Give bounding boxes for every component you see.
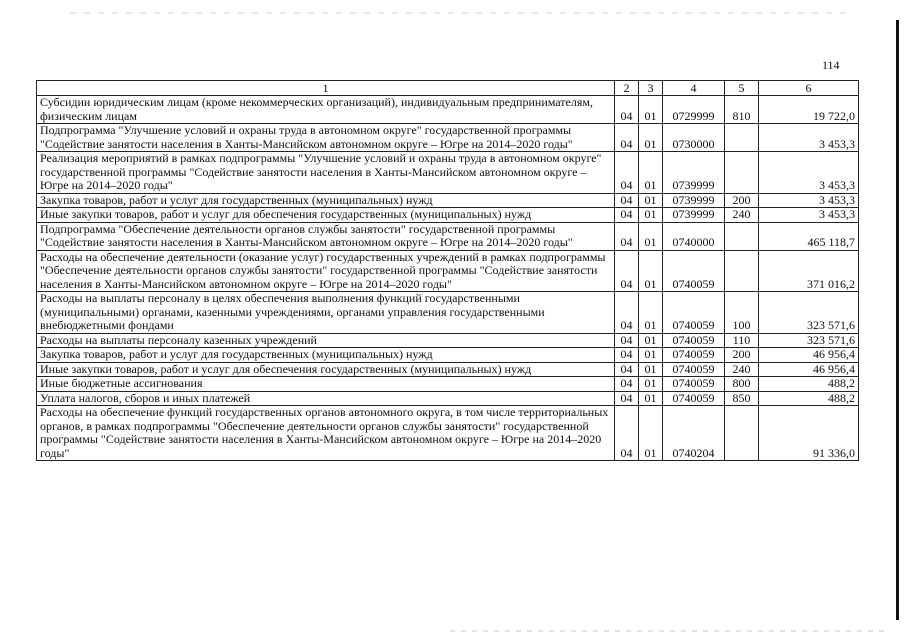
cell-target-article-code: 0730000 — [663, 124, 725, 152]
cell-expense-type-code: 240 — [725, 208, 759, 223]
cell-subsection-code: 01 — [639, 208, 663, 223]
table-row — [37, 362, 859, 377]
cell-amount: 465 118,7 — [759, 222, 859, 250]
cell-item-name: Расходы на обеспечение деятельности (оказание услуг) государственных учреждений в рамках подпрограммы "Обеспечение деятельности органов службы занятости" государственной программы "Содействие занятости населения в Ханты-Мансийском автономном округе – Югре на 2014–2020 годы" — [37, 250, 615, 292]
cell-target-article-code: 0740059 — [663, 362, 725, 377]
table-row — [37, 96, 859, 124]
header-col-4: 4 — [663, 81, 725, 96]
cell-item-name: Иные бюджетные ассигнования — [37, 377, 615, 392]
cell-section-code: 04 — [615, 348, 639, 363]
cell-item-name: Иные закупки товаров, работ и услуг для обеспечения государственных (муниципальных) нужд — [37, 362, 615, 377]
cell-subsection-code: 01 — [639, 377, 663, 392]
table-row — [37, 124, 859, 152]
cell-item-name: Уплата налогов, сборов и иных платежей — [37, 391, 615, 406]
cell-amount: 46 956,4 — [759, 348, 859, 363]
cell-subsection-code: 01 — [639, 152, 663, 194]
cell-section-code: 04 — [615, 152, 639, 194]
cell-expense-type-code: 800 — [725, 377, 759, 392]
cell-subsection-code: 01 — [639, 348, 663, 363]
cell-amount: 488,2 — [759, 377, 859, 392]
cell-target-article-code: 0740059 — [663, 333, 725, 348]
cell-amount: 323 571,6 — [759, 292, 859, 334]
header-col-6: 6 — [759, 81, 859, 96]
cell-item-name: Закупка товаров, работ и услуг для государственных (муниципальных) нужд — [37, 348, 615, 363]
cell-section-code: 04 — [615, 362, 639, 377]
cell-target-article-code: 0740059 — [663, 292, 725, 334]
cell-section-code: 04 — [615, 124, 639, 152]
table-row — [37, 152, 859, 194]
table-row — [37, 391, 859, 406]
cell-expense-type-code — [725, 222, 759, 250]
cell-item-name: Иные закупки товаров, работ и услуг для обеспечения государственных (муниципальных) нужд — [37, 208, 615, 223]
cell-expense-type-code: 810 — [725, 96, 759, 124]
scan-artifact-bottom — [450, 630, 890, 632]
header-col-1: 1 — [37, 81, 615, 96]
table-row — [37, 333, 859, 348]
cell-section-code: 04 — [615, 96, 639, 124]
cell-subsection-code: 01 — [639, 193, 663, 208]
cell-subsection-code: 01 — [639, 250, 663, 292]
cell-subsection-code: 01 — [639, 96, 663, 124]
cell-expense-type-code: 200 — [725, 348, 759, 363]
table-row — [37, 292, 859, 334]
cell-expense-type-code: 240 — [725, 362, 759, 377]
cell-expense-type-code — [725, 406, 759, 461]
cell-item-name: Закупка товаров, работ и услуг для государственных (муниципальных) нужд — [37, 193, 615, 208]
cell-section-code: 04 — [615, 222, 639, 250]
budget-table — [36, 80, 859, 461]
page-number: 114 — [822, 58, 840, 72]
table-row — [37, 222, 859, 250]
cell-section-code: 04 — [615, 391, 639, 406]
cell-section-code: 04 — [615, 193, 639, 208]
cell-amount: 46 956,4 — [759, 362, 859, 377]
cell-section-code: 04 — [615, 250, 639, 292]
cell-item-name: Субсидии юридическим лицам (кроме некоммерческих организаций), индивидуальным предпринимателям, физическим лицам — [37, 96, 615, 124]
cell-amount: 91 336,0 — [759, 406, 859, 461]
cell-subsection-code: 01 — [639, 292, 663, 334]
table-row — [37, 348, 859, 363]
cell-expense-type-code — [725, 124, 759, 152]
cell-target-article-code: 0739999 — [663, 193, 725, 208]
header-col-2: 2 — [615, 81, 639, 96]
table-row — [37, 193, 859, 208]
cell-item-name: Подпрограмма "Обеспечение деятельности органов службы занятости" государственной программы "Содействие занятости населения в Ханты-Мансийском автономном округе – Югре на 2014–2020 годы" — [37, 222, 615, 250]
cell-amount: 3 453,3 — [759, 193, 859, 208]
cell-expense-type-code — [725, 152, 759, 194]
cell-section-code: 04 — [615, 377, 639, 392]
cell-expense-type-code: 110 — [725, 333, 759, 348]
cell-expense-type-code: 850 — [725, 391, 759, 406]
table-row — [37, 406, 859, 461]
cell-item-name: Реализация мероприятий в рамках подпрограммы "Улучшение условий и охраны труда в автономном округе" государственной программы "Содействие занятости населения в Ханты-Мансийском автономном округе – Югре на 2014–2020 годы" — [37, 152, 615, 194]
cell-section-code: 04 — [615, 333, 639, 348]
table-row — [37, 377, 859, 392]
cell-amount: 3 453,3 — [759, 208, 859, 223]
cell-item-name: Подпрограмма "Улучшение условий и охраны труда в автономном округе" государственной программы "Содействие занятости населения в Ханты-Мансийском автономном округе – Югре на 2014–2020 годы" — [37, 124, 615, 152]
cell-target-article-code: 0740204 — [663, 406, 725, 461]
cell-target-article-code: 0740059 — [663, 348, 725, 363]
cell-target-article-code: 0739999 — [663, 208, 725, 223]
cell-subsection-code: 01 — [639, 391, 663, 406]
cell-section-code: 04 — [615, 208, 639, 223]
cell-section-code: 04 — [615, 292, 639, 334]
cell-amount: 3 453,3 — [759, 152, 859, 194]
cell-subsection-code: 01 — [639, 124, 663, 152]
header-col-3: 3 — [639, 81, 663, 96]
cell-expense-type-code — [725, 250, 759, 292]
cell-amount: 488,2 — [759, 391, 859, 406]
scan-edge-bar — [896, 20, 899, 620]
cell-item-name: Расходы на обеспечение функций государственных органов автономного округа, в том числе территориальных органов, в рамках подпрограммы "Обеспечение деятельности органов службы занятости" государственной программы "Содействие занятости населения в Ханты-Мансийском автономном округе – Югре на 2014–2020 годы" — [37, 406, 615, 461]
cell-subsection-code: 01 — [639, 222, 663, 250]
cell-item-name: Расходы на выплаты персоналу в целях обеспечения выполнения функций государственными (муниципальными) органами, казенными учреждениями, органами управления государственными внебюджетными фондами — [37, 292, 615, 334]
cell-amount: 19 722,0 — [759, 96, 859, 124]
cell-target-article-code: 0740059 — [663, 391, 725, 406]
cell-amount: 323 571,6 — [759, 333, 859, 348]
cell-subsection-code: 01 — [639, 406, 663, 461]
cell-target-article-code: 0740059 — [663, 377, 725, 392]
table-row — [37, 250, 859, 292]
cell-item-name: Расходы на выплаты персоналу казенных учреждений — [37, 333, 615, 348]
cell-subsection-code: 01 — [639, 333, 663, 348]
cell-amount: 3 453,3 — [759, 124, 859, 152]
scan-artifact-top — [70, 12, 850, 14]
table-header-row — [37, 81, 859, 96]
cell-expense-type-code: 100 — [725, 292, 759, 334]
table-row — [37, 208, 859, 223]
cell-expense-type-code: 200 — [725, 193, 759, 208]
cell-target-article-code: 0740000 — [663, 222, 725, 250]
cell-subsection-code: 01 — [639, 362, 663, 377]
cell-target-article-code: 0739999 — [663, 152, 725, 194]
cell-section-code: 04 — [615, 406, 639, 461]
header-col-5: 5 — [725, 81, 759, 96]
cell-target-article-code: 0729999 — [663, 96, 725, 124]
cell-target-article-code: 0740059 — [663, 250, 725, 292]
cell-amount: 371 016,2 — [759, 250, 859, 292]
